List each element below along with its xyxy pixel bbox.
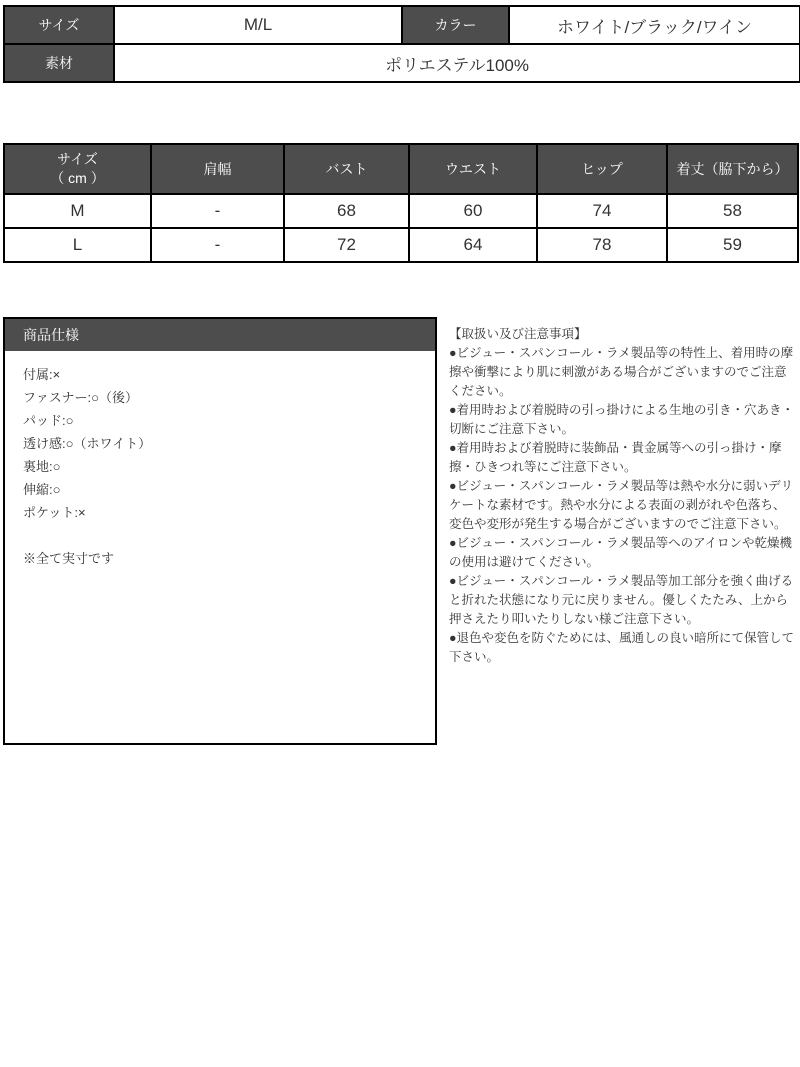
hip-header-cell: ヒップ: [537, 144, 667, 194]
spec-item-pad: パッド:○: [23, 413, 74, 428]
length-value: 58: [667, 194, 798, 228]
size-header-line2: （ cm ）: [50, 170, 105, 186]
table-row: [4, 44, 800, 82]
waist-value: 60: [409, 194, 537, 228]
spec-item-pocket: ポケット:×: [23, 505, 86, 520]
size-l-cell: L: [4, 228, 151, 262]
table-row: [4, 6, 800, 44]
size-cm-header-cell: [4, 144, 151, 194]
bust-value: 72: [284, 228, 409, 262]
shoulder-value: -: [151, 228, 284, 262]
product-spec-list: [5, 351, 435, 582]
handling-notes-title: 【取扱い及び注意事項】: [449, 327, 587, 341]
color-label-cell: カラー: [402, 6, 509, 44]
hip-value: 78: [537, 228, 667, 262]
product-spec-title: 商品仕様: [5, 319, 435, 351]
handling-note-item: ●ビジュー・スパンコール・ラメ製品等は熱や水分に弱いデリケートな素材です。熱や水分による表面の剥がれや色落ち、変色や変形が発生する場合がございますのでご注意下さい。: [449, 479, 794, 531]
size-chart-table: [3, 143, 799, 263]
material-label-cell: 素材: [4, 44, 114, 82]
handling-note-item: ●退色や変色を防ぐためには、風通しの良い暗所にて保管して下さい。: [449, 631, 795, 664]
product-spec-box: [3, 317, 437, 745]
handling-note-item: ●ビジュー・スパンコール・ラメ製品等へのアイロンや乾燥機の使用は避けてください。: [449, 536, 793, 569]
spec-measure-note: ※全て実寸です: [23, 551, 115, 566]
waist-value: 64: [409, 228, 537, 262]
table-row: [4, 194, 798, 228]
bust-value: 68: [284, 194, 409, 228]
spec-item-sheerness: 透け感:○（ホワイト）: [23, 436, 152, 451]
handling-note-item: ●着用時および着脱時に装飾品・貴金属等への引っ掛け・摩擦・ひきつれ等にご注意下さい。: [449, 441, 782, 474]
shoulder-value: -: [151, 194, 284, 228]
spec-item-lining: 裏地:○: [23, 459, 61, 474]
spec-item-fastener: ファスナー:○（後）: [23, 390, 138, 405]
lower-columns: [3, 317, 797, 745]
spec-item-accessory: 付属:×: [23, 367, 61, 382]
size-m-cell: M: [4, 194, 151, 228]
handling-note-item: ●ビジュー・スパンコール・ラメ製品等加工部分を強く曲げると折れた状態になり元に戻りません。優しくたたみ、上から押さえたり叩いたりしない様ご注意下さい。: [449, 574, 794, 626]
size-chart-header-row: [4, 144, 798, 194]
table-row: [4, 228, 798, 262]
bust-header-cell: バスト: [284, 144, 409, 194]
color-value-cell: ホワイト/ブラック/ワイン: [509, 6, 800, 44]
waist-header-cell: ウエスト: [409, 144, 537, 194]
handling-notes: [449, 317, 797, 667]
length-header-cell: 着丈（脇下から）: [667, 144, 798, 194]
hip-value: 74: [537, 194, 667, 228]
size-header-line1: サイズ: [57, 151, 98, 167]
product-attributes-table: [3, 5, 800, 83]
handling-note-item: ●ビジュー・スパンコール・ラメ製品等の特性上、着用時の摩擦や衝撃により肌に刺激がある場合がございますのでご注意ください。: [449, 346, 794, 398]
spec-item-stretch: 伸縮:○: [23, 482, 61, 497]
size-label-cell: サイズ: [4, 6, 114, 44]
length-value: 59: [667, 228, 798, 262]
size-value-cell: M/L: [114, 6, 402, 44]
shoulder-header-cell: 肩幅: [151, 144, 284, 194]
handling-note-item: ●着用時および着脱時の引っ掛けによる生地の引き・穴あき・切断にご注意下さい。: [449, 403, 795, 436]
material-value-cell: ポリエステル100%: [114, 44, 800, 82]
